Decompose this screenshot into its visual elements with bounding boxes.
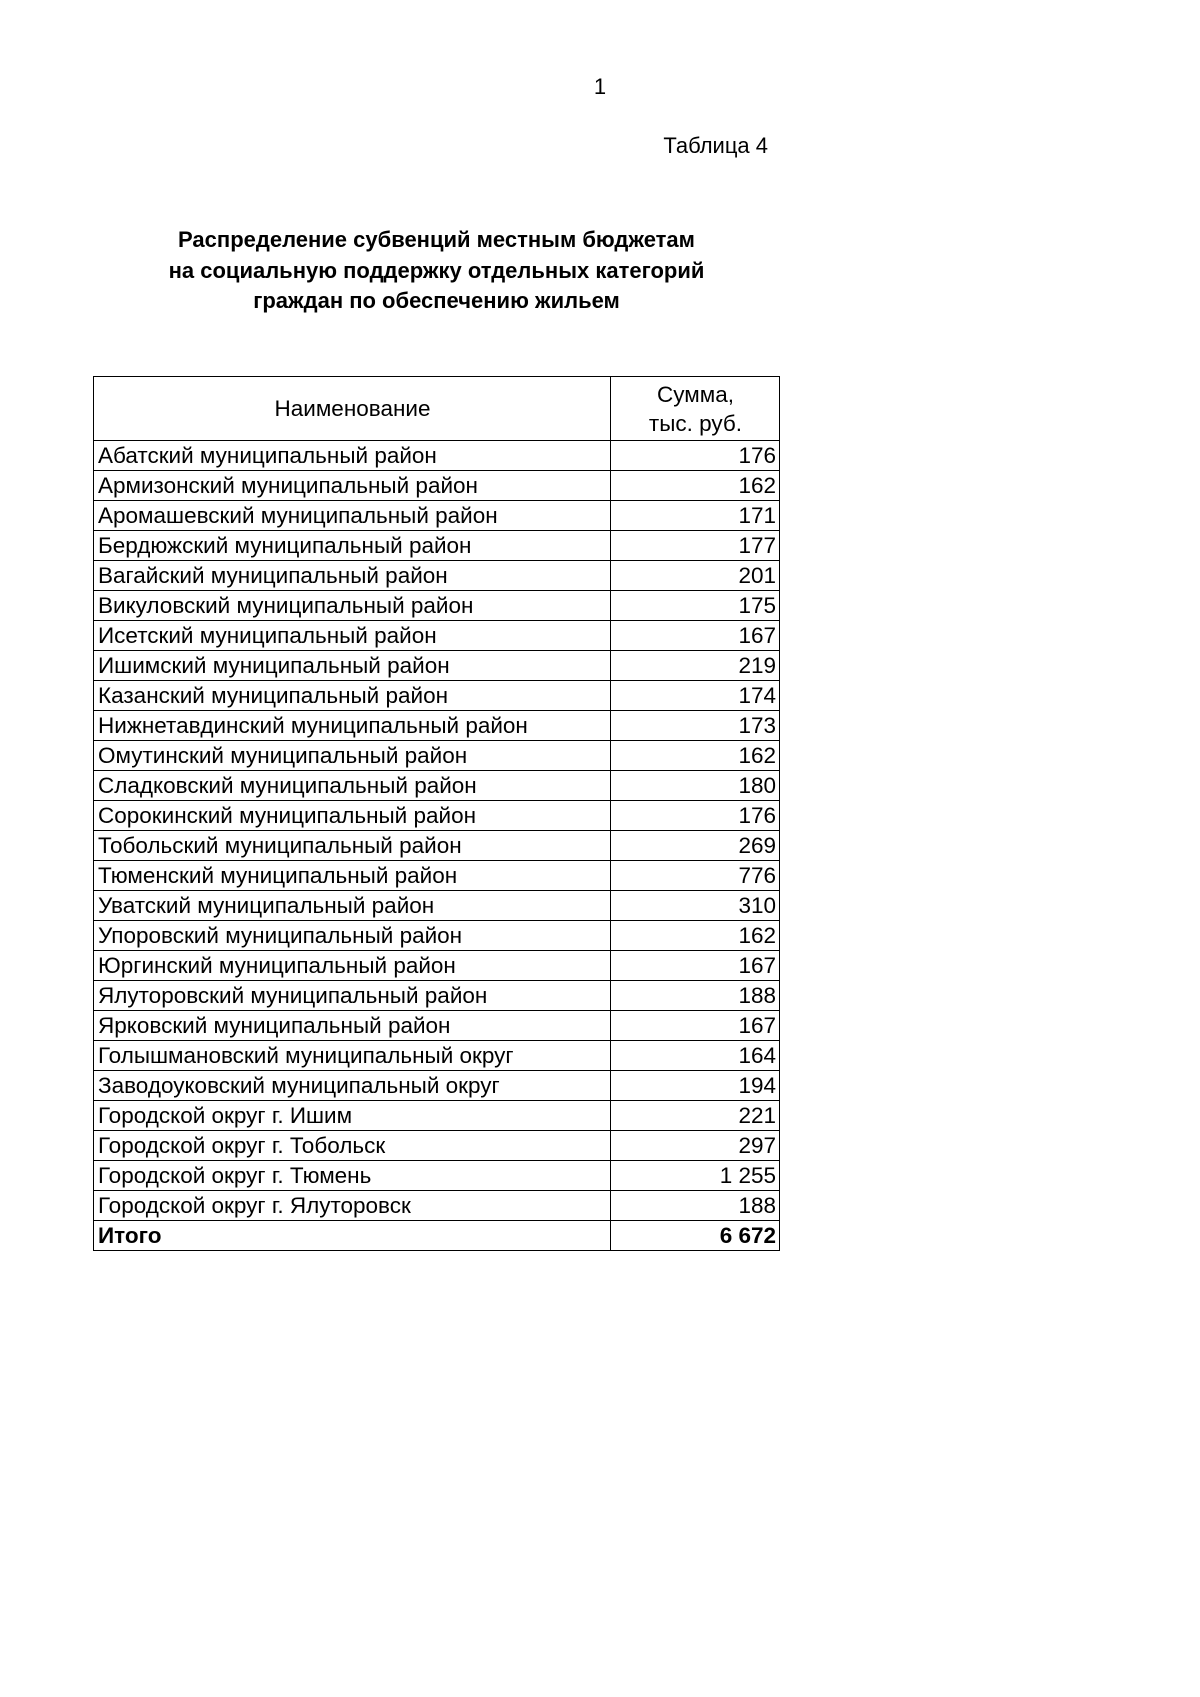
row-sum-cell: 269: [611, 831, 780, 861]
row-sum-cell: 174: [611, 681, 780, 711]
document-title: [94, 225, 779, 317]
page-number: 1: [593, 74, 607, 99]
table-row: [94, 561, 780, 591]
table-row: [94, 981, 780, 1011]
table-row: [94, 1101, 780, 1131]
table-row: [94, 441, 780, 471]
row-sum-cell: 162: [611, 741, 780, 771]
table-row: [94, 1011, 780, 1041]
row-name-cell: Юргинский муниципальный район: [94, 951, 611, 981]
row-name-cell: Сладковский муниципальный район: [94, 771, 611, 801]
row-name-cell: Тюменский муниципальный район: [94, 861, 611, 891]
row-sum-cell: 1 255: [611, 1161, 780, 1191]
row-sum-cell: 177: [611, 531, 780, 561]
row-sum-cell: 310: [611, 891, 780, 921]
row-sum-cell: 164: [611, 1041, 780, 1071]
row-name-cell: Упоровский муниципальный район: [94, 921, 611, 951]
table-row: [94, 531, 780, 561]
table-row: [94, 1191, 780, 1221]
table-header-row: [94, 377, 780, 441]
table-row: [94, 801, 780, 831]
row-sum-cell: 180: [611, 771, 780, 801]
row-sum-cell: 167: [611, 621, 780, 651]
table-row: [94, 471, 780, 501]
table-row: [94, 861, 780, 891]
table-row: [94, 741, 780, 771]
row-sum-cell: 776: [611, 861, 780, 891]
title-line: Распределение субвенций местным бюджетам: [178, 227, 695, 252]
row-sum-cell: 188: [611, 981, 780, 1011]
table-body: [94, 441, 780, 1251]
total-row: [94, 1221, 780, 1251]
table-row: [94, 1161, 780, 1191]
row-name-cell: Омутинский муниципальный район: [94, 741, 611, 771]
row-sum-cell: 176: [611, 441, 780, 471]
row-name-cell: Ялуторовский муниципальный район: [94, 981, 611, 1011]
title-line: граждан по обеспечению жильем: [253, 288, 620, 313]
row-sum-cell: 167: [611, 951, 780, 981]
row-name-cell: Армизонский муниципальный район: [94, 471, 611, 501]
table-row: [94, 651, 780, 681]
row-name-cell: Заводоуковский муниципальный округ: [94, 1071, 611, 1101]
row-sum-cell: 221: [611, 1101, 780, 1131]
row-sum-cell: 175: [611, 591, 780, 621]
column-header-sum-line1: Сумма,: [657, 381, 734, 407]
column-header-sum-line2: тыс. руб.: [648, 410, 743, 436]
row-name-cell: Городской округ г. Тюмень: [94, 1161, 611, 1191]
table-row: [94, 1131, 780, 1161]
row-sum-cell: 167: [611, 1011, 780, 1041]
row-sum-cell: 188: [611, 1191, 780, 1221]
row-name-cell: Вагайский муниципальный район: [94, 561, 611, 591]
row-sum-cell: 171: [611, 501, 780, 531]
table-row: [94, 681, 780, 711]
table-row: [94, 501, 780, 531]
table-row: [94, 621, 780, 651]
row-name-cell: Аромашевский муниципальный район: [94, 501, 611, 531]
row-name-cell: Городской округ г. Тобольск: [94, 1131, 611, 1161]
title-line: на социальную поддержку отдельных категорий: [168, 257, 705, 283]
row-sum-cell: 194: [611, 1071, 780, 1101]
row-name-cell: Тобольский муниципальный район: [94, 831, 611, 861]
table-label: Таблица 4: [663, 133, 768, 158]
row-sum-cell: 173: [611, 711, 780, 741]
row-name-cell: Казанский муниципальный район: [94, 681, 611, 711]
row-name-cell: Городской округ г. Ялуторовск: [94, 1191, 611, 1221]
table-row: [94, 591, 780, 621]
row-sum-cell: 297: [611, 1131, 780, 1161]
row-name-cell: Сорокинский муниципальный район: [94, 801, 611, 831]
table-row: [94, 711, 780, 741]
column-header-sum: [611, 377, 780, 441]
table-row: [94, 1041, 780, 1071]
row-sum-cell: 162: [611, 471, 780, 501]
table-row: [94, 1071, 780, 1101]
table-row: [94, 771, 780, 801]
subventions-table: [93, 376, 780, 1251]
row-name-cell: Городской округ г. Ишим: [94, 1101, 611, 1131]
row-sum-cell: 219: [611, 651, 780, 681]
row-name-cell: Абатский муниципальный район: [94, 441, 611, 471]
row-sum-cell: 176: [611, 801, 780, 831]
row-name-cell: Уватский муниципальный район: [94, 891, 611, 921]
table-row: [94, 951, 780, 981]
row-name-cell: Исетский муниципальный район: [94, 621, 611, 651]
total-sum-cell: 6 672: [611, 1221, 780, 1251]
row-name-cell: Ишимский муниципальный район: [94, 651, 611, 681]
column-header-name: Наименование: [94, 377, 611, 441]
row-name-cell: Голышмановский муниципальный округ: [94, 1041, 611, 1071]
table-row: [94, 831, 780, 861]
table-row: [94, 891, 780, 921]
row-name-cell: Нижнетавдинский муниципальный район: [94, 711, 611, 741]
total-label-cell: Итого: [94, 1221, 611, 1251]
row-name-cell: Викуловский муниципальный район: [94, 591, 611, 621]
row-name-cell: Ярковский муниципальный район: [94, 1011, 611, 1041]
row-sum-cell: 201: [611, 561, 780, 591]
row-sum-cell: 162: [611, 921, 780, 951]
row-name-cell: Бердюжский муниципальный район: [94, 531, 611, 561]
table-row: [94, 921, 780, 951]
